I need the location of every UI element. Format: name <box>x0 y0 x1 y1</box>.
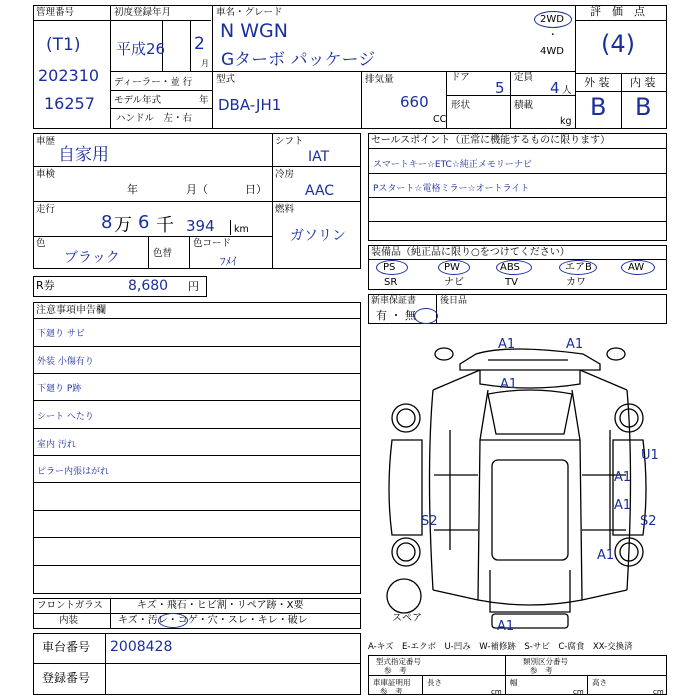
kg-unit: kg <box>560 116 572 127</box>
interior-grade: B <box>635 93 652 121</box>
handle-label: ハンドル 左・右 <box>116 113 193 124</box>
mgmt-number1: 202310 <box>38 66 100 85</box>
car-name-label: 車名・グレード <box>216 7 283 18</box>
chassis-label: 車台番号 <box>42 640 91 654</box>
selling-points-label: セールスポイント（正常に機能するものに限ります） <box>371 135 611 146</box>
color-code-label: 色コード <box>193 238 232 249</box>
color-label: 色 <box>36 238 46 249</box>
notes-label: 注意事項申告欄 <box>36 305 106 316</box>
equip-airbag: エアB <box>565 262 592 273</box>
equip-aw-circle <box>621 260 655 275</box>
type-sub: 参 考 <box>384 666 407 675</box>
damage-mark: U1 <box>641 448 659 463</box>
eval-score: (4) <box>601 30 635 58</box>
car-name: N WGN <box>220 20 288 42</box>
length-label: 長さ <box>427 678 442 687</box>
class-sub: 参 考 <box>530 666 553 675</box>
displacement-label: 排気量 <box>365 74 394 85</box>
interior-cond-value: キズ・汚レ・コゲ・穴・スレ・キレ・破レ <box>118 615 308 626</box>
equip-pw: PW <box>444 262 460 273</box>
glass-label: フロントガラス <box>37 600 103 611</box>
model: DBA-JH1 <box>218 96 282 114</box>
ac-label: 冷房 <box>275 169 295 180</box>
equip-sr: SR <box>384 277 398 288</box>
fuel-value: ガソリン <box>290 228 346 244</box>
equip-abs-circle <box>496 260 532 275</box>
cc-unit: CC <box>433 114 447 125</box>
warranty-none-circle <box>414 308 438 324</box>
inspection-year-unit: 年 <box>127 183 138 196</box>
note-line: 下廻り サビ <box>37 329 85 339</box>
damage-mark: A1 <box>500 377 518 392</box>
equipment-label: 装備品（純正品に限り○をつけてください） <box>371 247 570 258</box>
exterior-label: 外 装 <box>584 76 610 89</box>
drive-2wd: 2WD <box>540 14 564 25</box>
selling-point: Pスタート☆電格ミラー☆オートライト <box>373 184 530 194</box>
first-reg-label: 初度登録年月 <box>114 7 172 18</box>
spare-label: スペア <box>392 613 422 624</box>
stain-circle <box>158 613 188 628</box>
damage-mark: A1 <box>566 337 584 352</box>
chassis-value: 2008428 <box>110 639 173 655</box>
capacity: 4 <box>550 79 560 97</box>
person-unit: 人 <box>562 85 572 96</box>
warranty-value: 有 ・ 無 <box>376 309 416 322</box>
class-label: 類別区分番号 <box>523 657 568 666</box>
equip-airbag-circle <box>559 260 597 275</box>
first-reg-month: 2 <box>194 34 205 54</box>
inspection-month-unit: 月（ <box>186 183 208 196</box>
height-label: 高さ <box>592 678 607 687</box>
mgmt-label: 管理番号 <box>36 7 75 18</box>
color-code: ﾌﾒｲ <box>220 255 237 268</box>
equip-abs: ABS <box>500 262 520 273</box>
inspection-day-unit: 日） <box>245 183 267 196</box>
damage-mark: A1 <box>614 470 632 485</box>
damage-legend: A-キズ E-エクボ U-凹み W-補修跡 S-サビ C-腐食 XX-交換済 <box>368 642 633 652</box>
damage-mark: A1 <box>498 337 516 352</box>
mileage-man: 8 <box>101 212 113 233</box>
first-reg-era: 平成26 <box>116 40 166 58</box>
equip-ps-circle <box>376 260 408 275</box>
model-year-label: モデル年式 <box>114 95 162 106</box>
usage-label: 車歴 <box>36 136 56 147</box>
mileage-rest: 394 <box>186 217 215 235</box>
drive-4wd: 4WD <box>540 46 564 57</box>
cert-sub: 参 考 <box>380 687 403 696</box>
height-unit: cm <box>653 688 664 696</box>
model-label: 型式 <box>216 74 236 85</box>
note-line: シート へたり <box>37 412 94 422</box>
damage-mark: S2 <box>421 514 438 529</box>
damage-mark: A1 <box>497 619 515 634</box>
recycle-value: 8,680 <box>128 278 169 294</box>
month-unit: 月 <box>201 59 209 68</box>
shift-label: シフト <box>275 136 304 147</box>
owner-label: 後日品 <box>440 296 468 306</box>
note-line: 下廻り P跡 <box>37 384 82 394</box>
length-unit: cm <box>491 688 502 696</box>
interior-label: 内 装 <box>630 76 656 89</box>
recycle-section <box>33 276 207 297</box>
damage-mark: S2 <box>640 514 657 529</box>
width-label: 幅 <box>510 678 518 687</box>
inspection-label: 車検 <box>36 169 56 180</box>
note-line: ピラー内張はがれ <box>37 467 110 477</box>
drive-dot: ・ <box>548 30 558 41</box>
equip-ps: PS <box>383 262 396 273</box>
selling-point: スマートキー☆ETC☆純正メモリーナビ <box>373 160 532 170</box>
equip-tv: TV <box>505 277 518 288</box>
shift-value: IAT <box>308 149 330 165</box>
recycle-label: R券 <box>36 279 55 292</box>
ac-value: AAC <box>305 183 335 199</box>
mileage-label: 走行 <box>36 204 56 215</box>
exterior-grade: B <box>590 93 607 121</box>
mileage-sen: 6 <box>138 212 150 233</box>
fuel-label: 燃料 <box>275 204 295 215</box>
usage-value: 自家用 <box>58 145 109 165</box>
displacement: 660 <box>400 93 429 111</box>
note-line: 外装 小傷有り <box>37 357 94 367</box>
cert-label: 車庫証明用 <box>373 678 411 687</box>
color-change-label: 色替 <box>153 248 173 259</box>
width-unit: cm <box>573 688 584 696</box>
eval-label: 評 価 点 <box>590 5 645 18</box>
equip-pw-circle <box>438 260 470 275</box>
equip-leather: カワ <box>566 277 586 288</box>
damage-mark: A1 <box>614 498 632 513</box>
mileage-man-unit: 万 <box>114 215 132 236</box>
damage-mark: A1 <box>597 548 615 563</box>
mgmt-code: (T1) <box>46 35 81 55</box>
color-value: ブラック <box>64 250 120 266</box>
doors: 5 <box>495 79 505 97</box>
grade: Gターボ パッケージ <box>221 50 376 70</box>
dealer-label: ディーラー・並 行 <box>114 77 193 88</box>
shape-label: 形状 <box>451 100 471 111</box>
mileage-unit: km <box>234 224 249 235</box>
door-label: ドア <box>451 72 470 83</box>
note-line: 室内 汚れ <box>37 440 76 450</box>
type-label: 型式指定番号 <box>376 657 421 666</box>
recycle-unit: 円 <box>188 280 199 293</box>
warranty-label: 新車保証書 <box>371 296 417 306</box>
equip-navi: ナビ <box>444 277 464 288</box>
interior-cond-label: 内装 <box>59 615 79 626</box>
year-unit: 年 <box>199 95 209 106</box>
mileage-sen-unit: 千 <box>156 215 174 236</box>
capacity-label: 定員 <box>514 72 534 83</box>
load-label: 積載 <box>514 100 534 111</box>
equip-aw: AW <box>628 262 645 273</box>
registration-label: 登録番号 <box>42 671 91 685</box>
mgmt-number2: 16257 <box>44 94 95 113</box>
glass-value: キズ・飛石・ヒビ割・リペア跡・X要 <box>137 600 304 611</box>
